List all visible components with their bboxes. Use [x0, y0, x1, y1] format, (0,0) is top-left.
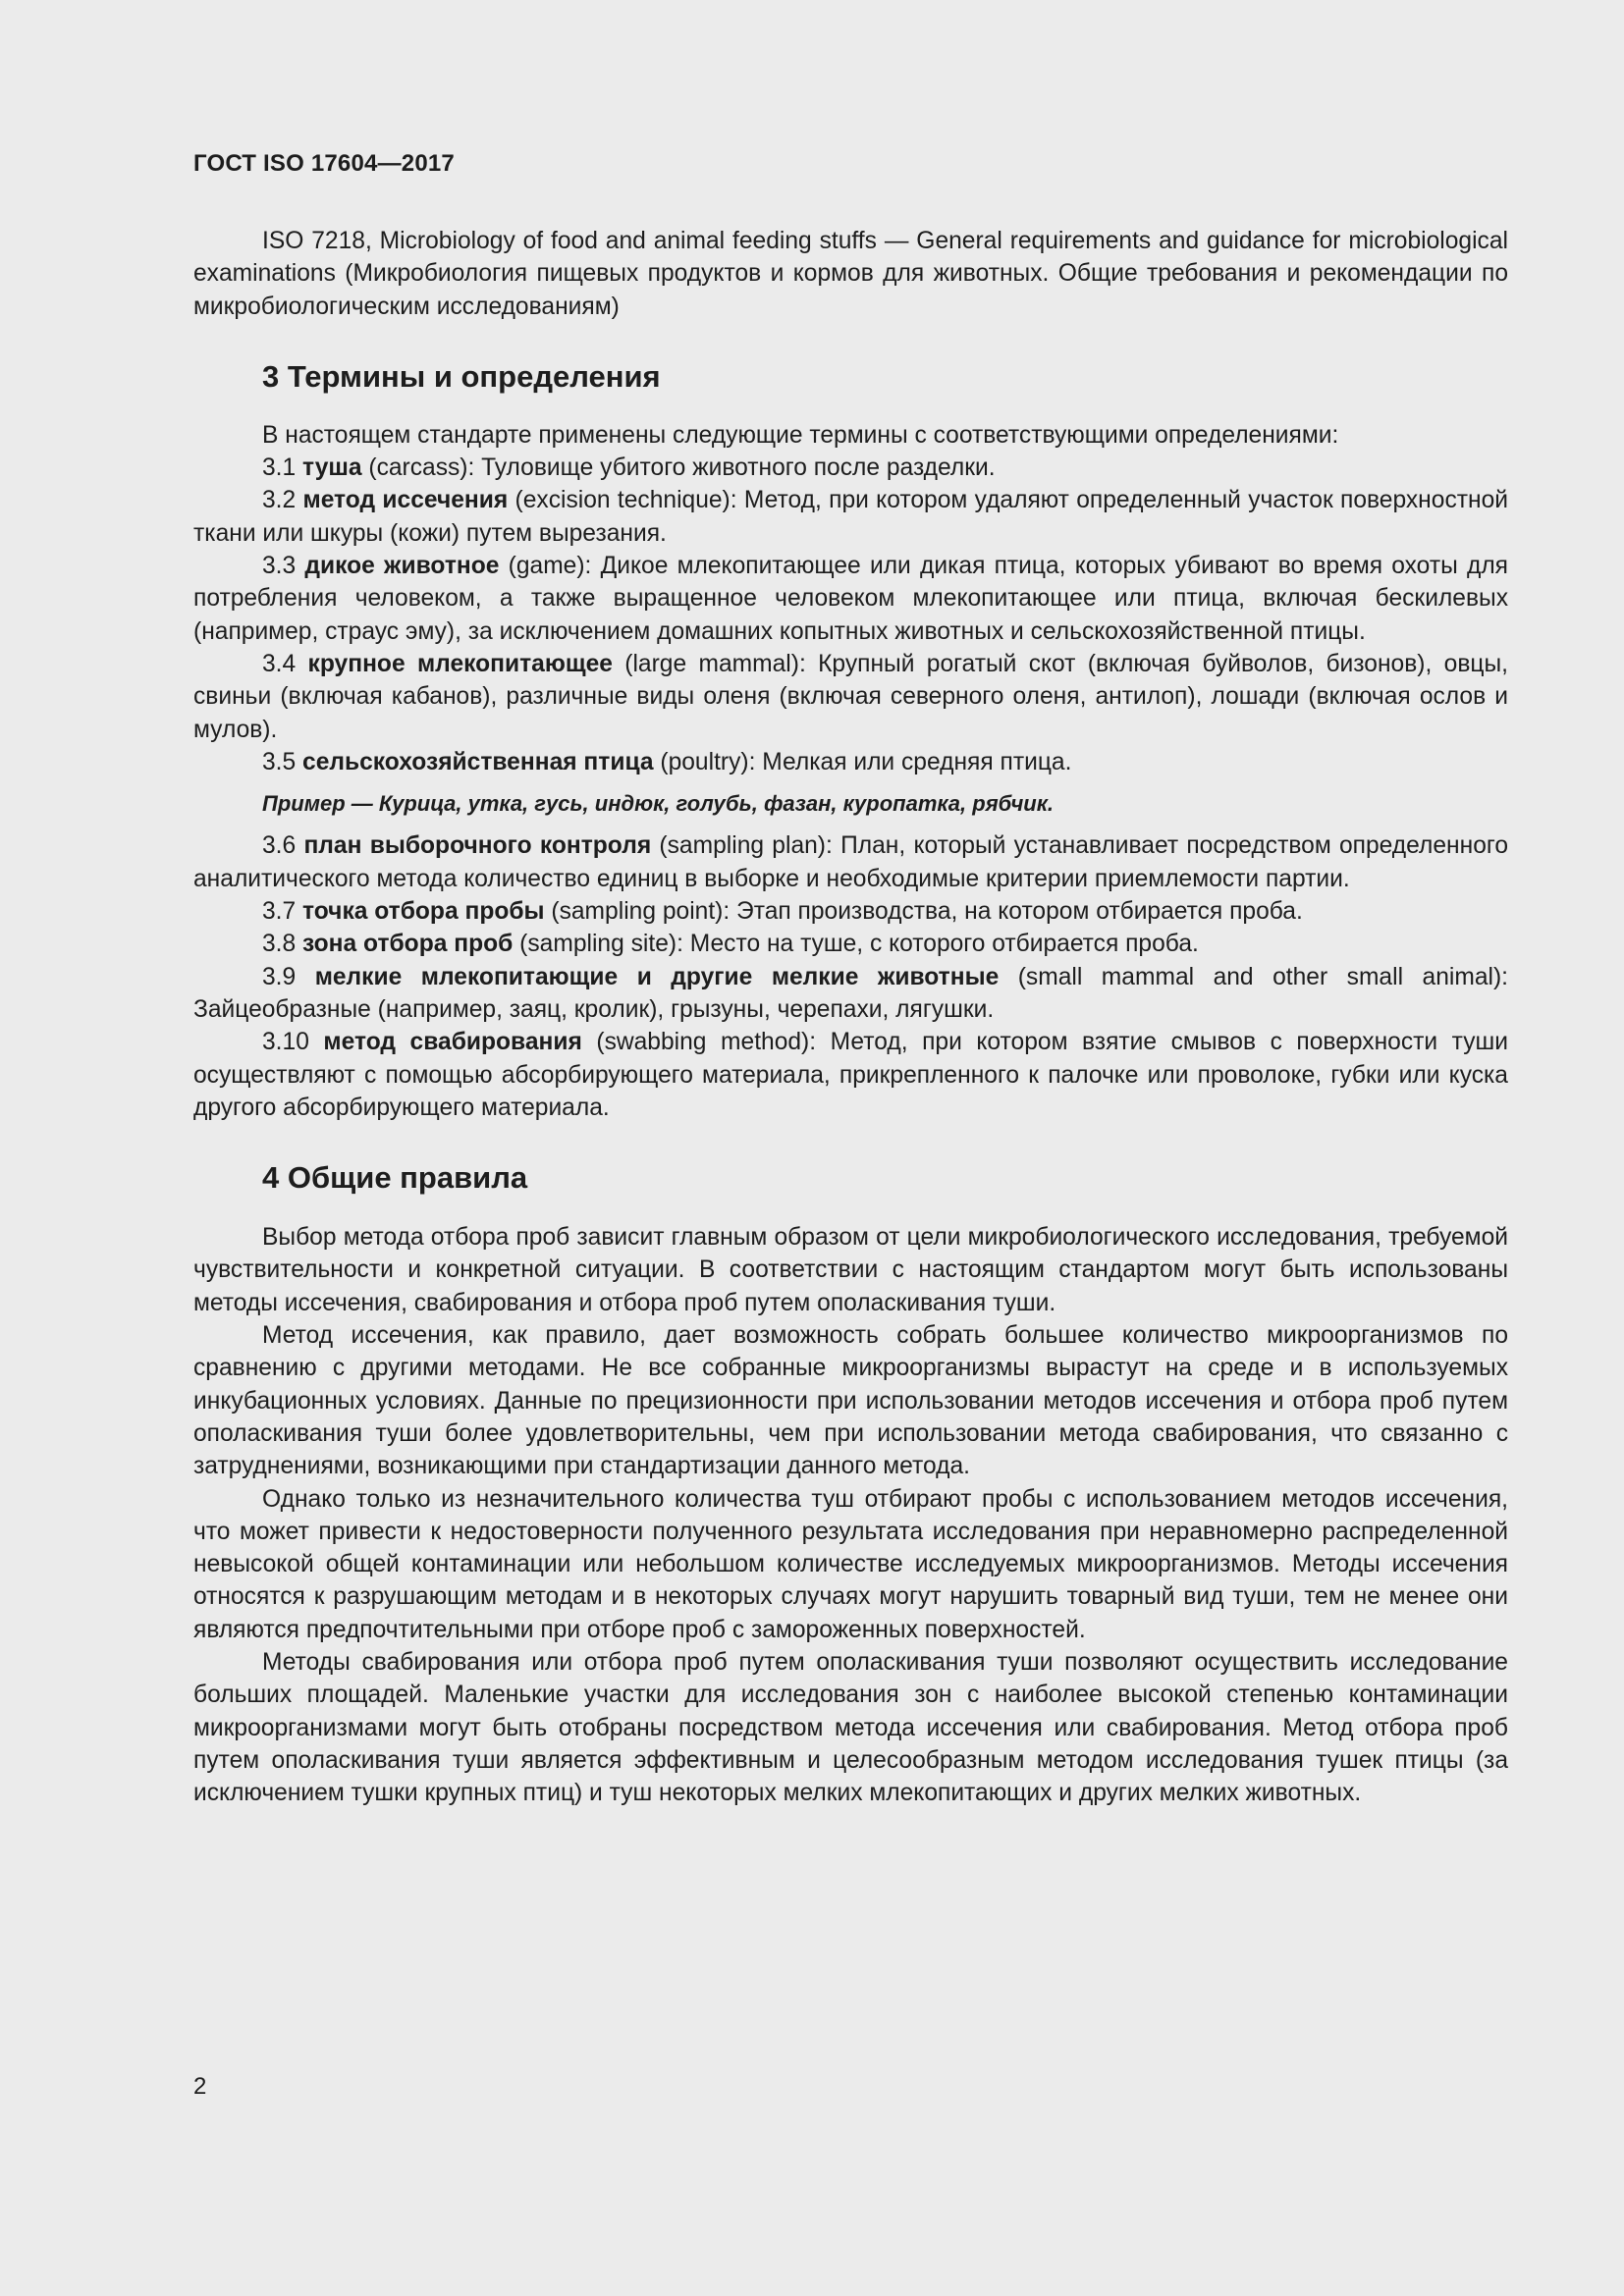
- term-3-1: [193, 452, 1508, 484]
- term-definition: (swabbing method): Метод, при котором взятие смывов с поверхности туши осуществляют с помощью абсорбирующего материала, прикрепленного к палочке или проволоке, губки или куска другого абсорбирующего материала.: [193, 1029, 1508, 1121]
- term-3-4: [193, 648, 1508, 746]
- term-number: 3.8: [262, 931, 303, 958]
- term-3-9: [193, 961, 1508, 1027]
- term-number: 3.9: [262, 963, 315, 990]
- term-name: точка отбора пробы: [302, 898, 545, 926]
- section-3-intro: В настоящем стандарте применены следующие термины с соответствующими определениями:: [262, 421, 1339, 449]
- term-name: туша: [302, 454, 362, 482]
- term-3-3: [193, 550, 1508, 648]
- term-name: план выборочного контроля: [303, 832, 652, 860]
- term-name: крупное млекопитающее: [307, 650, 613, 677]
- term-3-2: [193, 484, 1508, 550]
- term-3-8: [193, 928, 1508, 960]
- example-note: Пример — Курица, утка, гусь, индюк, голубь, фазан, куропатка, рябчик.: [262, 791, 1054, 817]
- term-definition: (game): Дикое млекопитающее или дикая птица, которых убивают во время охоты для потребления человеком, а также выращенное человеком млекопитающее или птица, включая бескилевых (например, страус эму), за исключением домашних копытных животных и сельскохозяйственной птицы.: [193, 553, 1508, 645]
- term-definition: (sampling point): Этап производства, на котором отбирается проба.: [544, 898, 1303, 926]
- reference-paragraph: ISO 7218, Microbiology of food and animal feeding stuffs — General requirements and guidance for microbiological examinations (Микробиология пищевых продуктов и кормов для животных. Общие требования и рекомендации по микробиологическим исследованиям): [193, 228, 1508, 320]
- term-name: мелкие млекопитающие и другие мелкие животные: [314, 963, 1000, 990]
- term-number: 3.5: [262, 748, 303, 775]
- term-definition: (excision technique): Метод, при котором удаляют определенный участок поверхностной ткани или шкуры (кожи) путем вырезания.: [193, 487, 1508, 547]
- page-number: 2: [193, 2073, 207, 2100]
- term-number: 3.10: [262, 1029, 324, 1056]
- term-name: зона отбора проб: [302, 931, 514, 958]
- section-4-paragraph: Однако только из незначительного количества туш отбирают пробы с использованием методов иссечения, что может привести к недостоверности полученного результата исследования при неравномерно распределенной невысокой общей контаминации или небольшом количестве исследуемых микроорганизмов. Методы иссечения относятся к разрушающим методам и в некоторых случаях могут нарушить товарный вид туши, тем не менее они являются предпочтительными при отборе проб с замороженных поверхностей.: [193, 1485, 1508, 1643]
- term-name: метод свабирования: [323, 1029, 582, 1056]
- term-number: 3.1: [262, 454, 303, 482]
- term-number: 3.3: [262, 553, 305, 580]
- term-definition: (poultry): Мелкая или средняя птица.: [653, 748, 1072, 775]
- term-name: сельскохозяйственная птица: [302, 748, 654, 775]
- section-4-paragraph: Метод иссечения, как правило, дает возможность собрать большее количество микроорганизмов по сравнению с другими методами. Не все собранные микроорганизмы вырастут на среде и в используемых инкубационных условиях. Данные по прецизионности при использовании методов иссечения и отбора проб путем ополаскивания туши более удовлетворительны, чем при использовании метода свабирования, что связанно с затруднениями, возникающими при стандартизации данного метода.: [193, 1322, 1508, 1480]
- term-number: 3.4: [262, 650, 308, 677]
- term-3-6: [193, 829, 1508, 895]
- term-number: 3.7: [262, 898, 303, 926]
- term-definition: (small mammal and other small animal): Зайцеобразные (например, заяц, кролик), грызуны, черепахи, лягушки.: [193, 963, 1508, 1023]
- document-body: [193, 225, 1508, 1809]
- term-definition: (sampling plan): План, который устанавливает посредством определенного аналитического метода количество единиц в выборке и необходимые критерии приемлемости партии.: [193, 832, 1508, 892]
- term-number: 3.6: [262, 832, 304, 860]
- term-number: 3.2: [262, 487, 303, 514]
- term-definition: (large mammal): Крупный рогатый скот (включая буйволов, бизонов), овцы, свиньи (включая кабанов), различные виды оленя (включая северного оленя, антилоп), лошади (включая ослов и мулов).: [193, 650, 1508, 743]
- section-4-paragraph: Выбор метода отбора проб зависит главным образом от цели микробиологического исследования, требуемой чувствительности и конкретной ситуации. В соответствии с настоящим стандартом могут быть использованы методы иссечения, свабирования и отбора проб путем ополаскивания туши.: [193, 1224, 1508, 1316]
- section-4-paragraph: Методы свабирования или отбора проб путем ополаскивания туши позволяют осуществить исследование больших площадей. Маленькие участки для исследования зон с наиболее высокой степенью контаминации микроорганизмами могут быть отобраны посредством метода иссечения или свабирования. Метод отбора проб путем ополаскивания туши является эффективным и целесообразным методом исследования тушек птицы (за исключением тушки крупных птиц) и туш некоторых мелких млекопитающих и других мелких животных.: [193, 1648, 1508, 1807]
- term-3-7: [193, 895, 1508, 928]
- document-header: ГОСТ ISO 17604—2017: [193, 150, 455, 177]
- section-3-title: 3 Термины и определения: [262, 358, 661, 394]
- term-definition: (carcass): Туловище убитого животного после разделки.: [361, 454, 996, 482]
- term-name: дикое животное: [304, 553, 500, 580]
- term-3-10: [193, 1026, 1508, 1124]
- term-name: метод иссечения: [302, 487, 509, 514]
- section-4-title: 4 Общие правила: [262, 1160, 528, 1196]
- term-3-5: [193, 746, 1508, 778]
- term-definition: (sampling site): Место на туше, с которого отбирается проба.: [513, 931, 1199, 958]
